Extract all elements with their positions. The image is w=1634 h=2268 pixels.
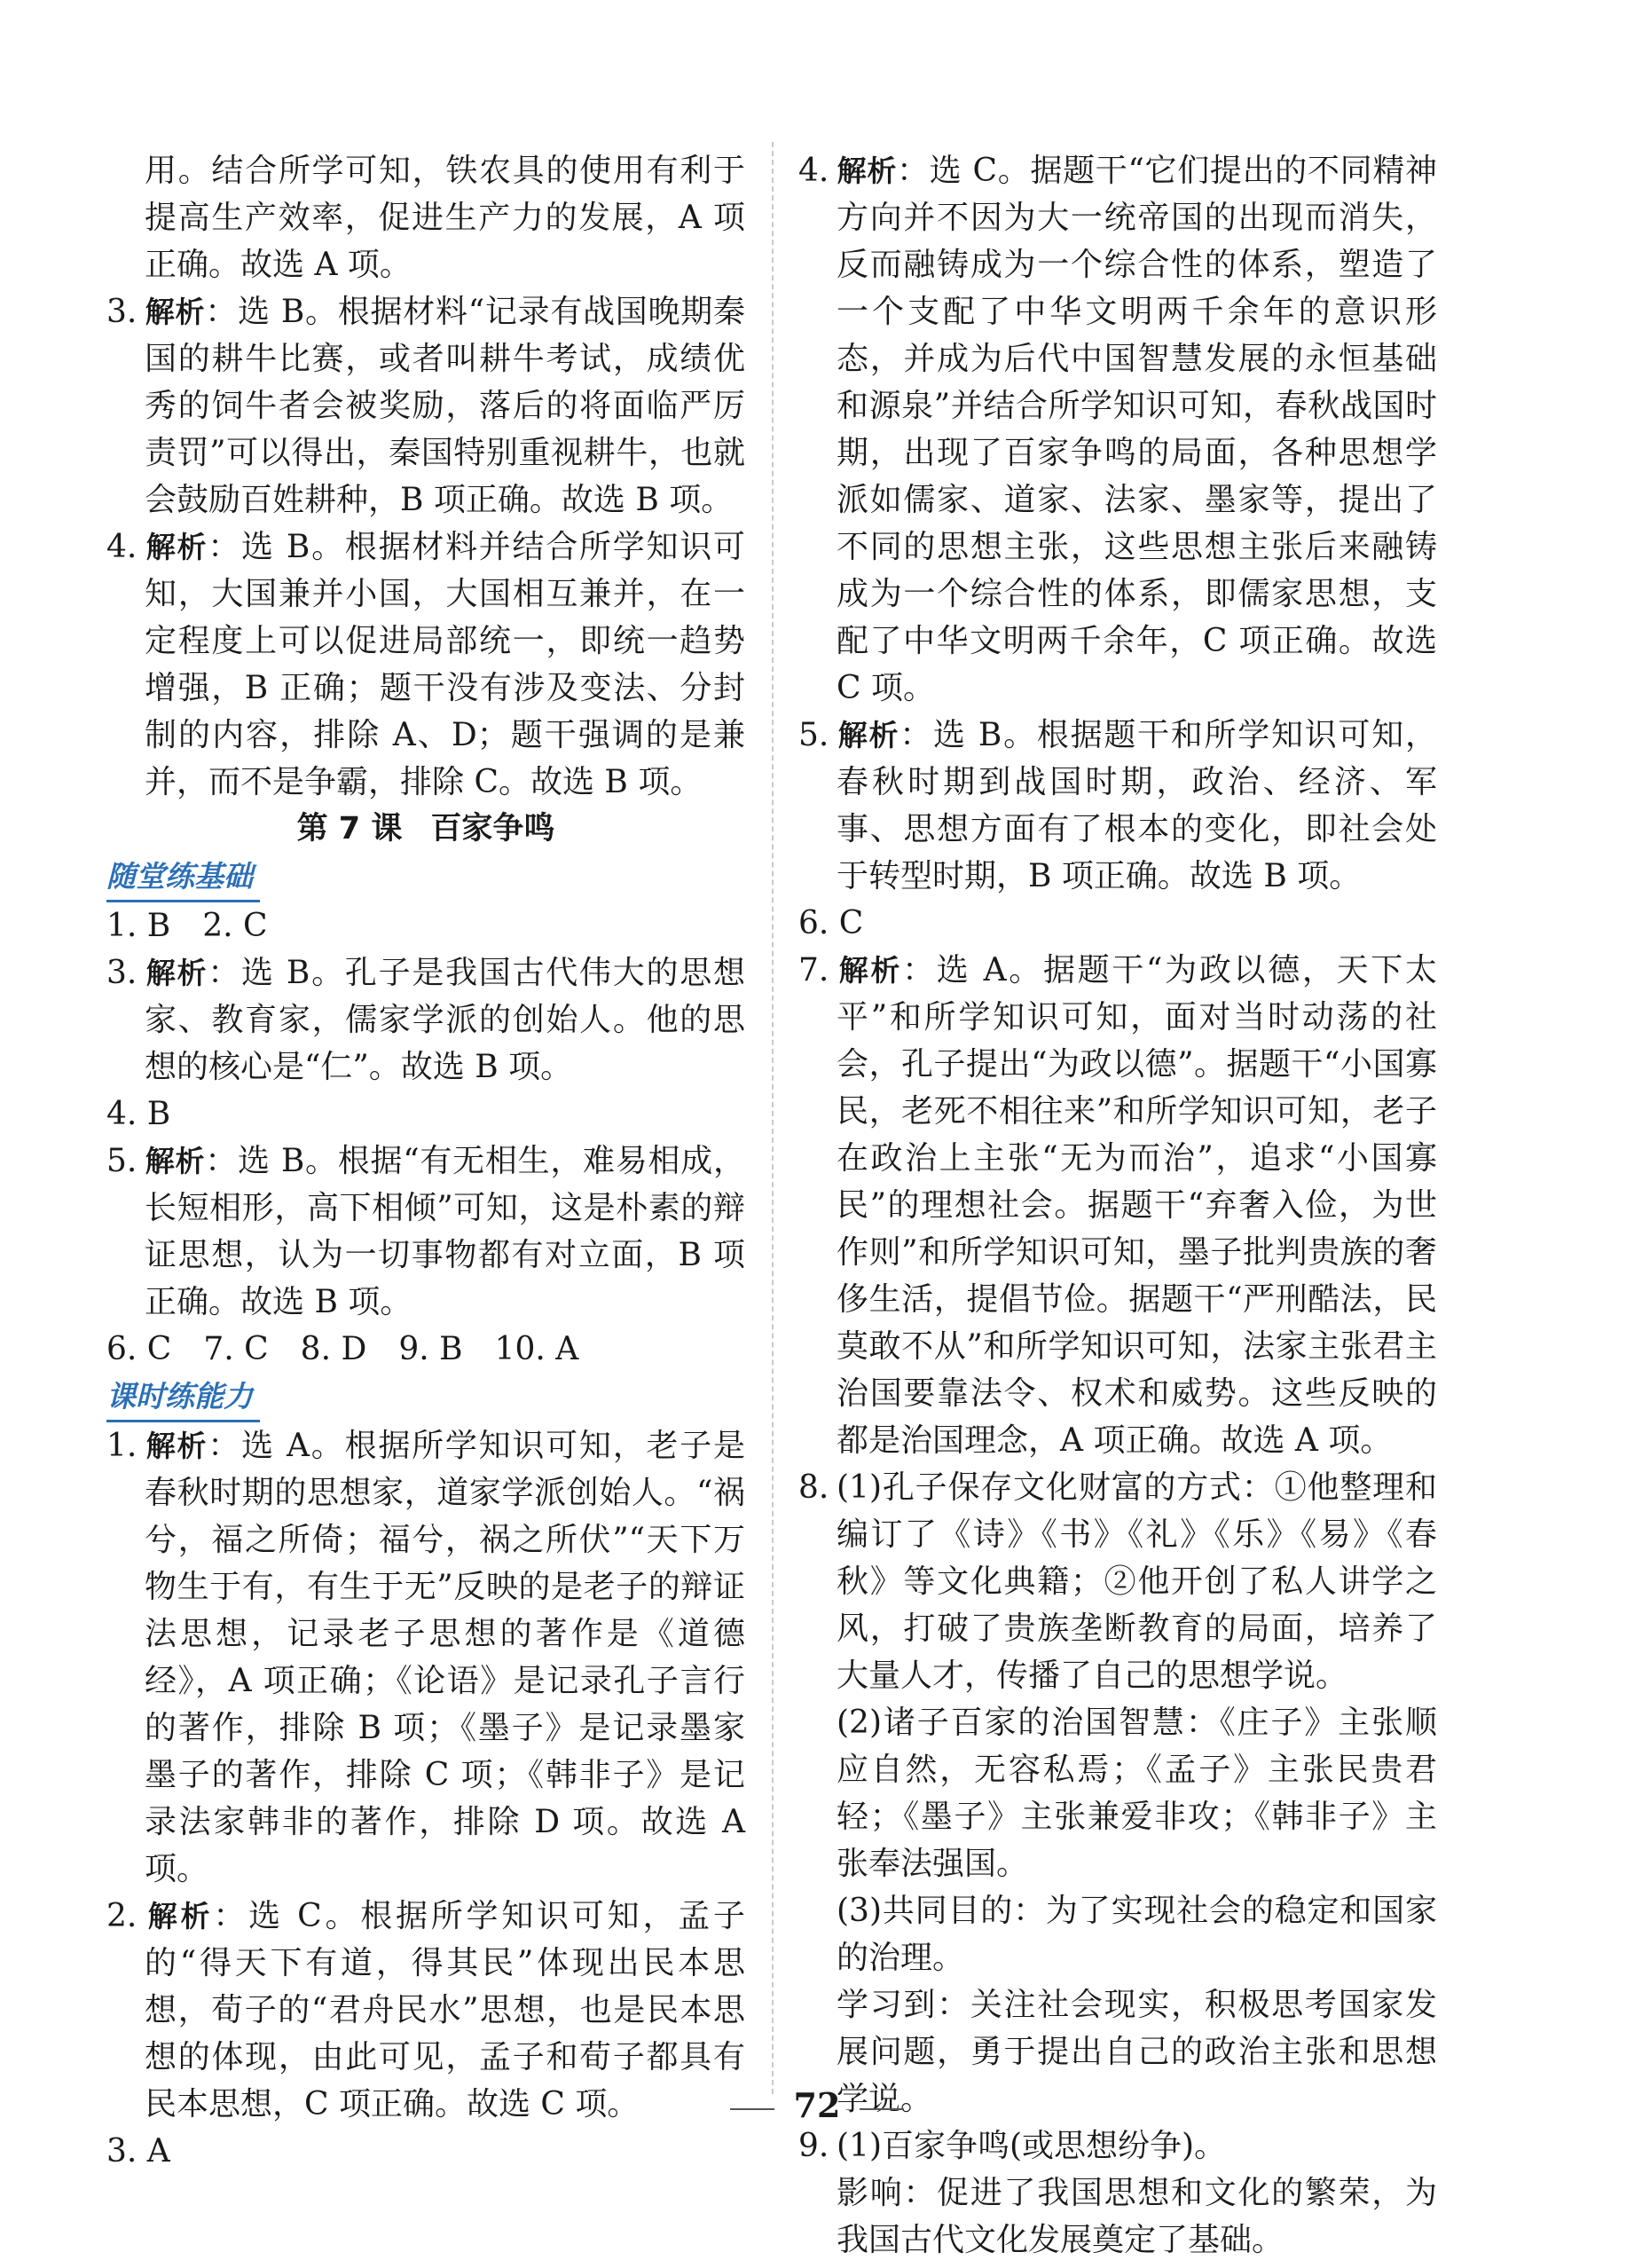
section-heading-practice: 随堂练基础: [106, 853, 260, 902]
answer-entry: 7. 解析：选 A。据题干“为政以德，天下太平”和所学知识可知，面对当时动荡的社会，孔子提出“为政以德”。据题干“小国寡民，老死不相往来”和所学知识可知，老子在政治上主张“无为而治”，追求“小国寡民”的理想社会。据题干“弃奢入俭，为世作则”和所学知识可知，墨子批判贵族的奢侈生活，提倡节俭。据题干“严刑酷法，民莫敢不从”和所学知识可知，法家主张君主治国要靠法令、权术和威势。这些反映的都是治国理念，A 项正确。故选 A 项。: [798, 952, 1437, 1459]
answer-entry: 4. 解析：选 B。根据材料并结合所学知识可知，大国兼并小国，大国相互兼并，在一定程度上可以促进局部统一，即统一趋势增强，B 正确；题干没有涉及变法、分封制的内容，排除 A、D；题干强调的是兼并，而不是争霸，排除 C。故选 B 项。: [106, 529, 746, 800]
answer-entry: 4. B: [106, 1096, 171, 1132]
lesson-title: 第 7 课 百家争鸣: [296, 811, 555, 847]
answer-entry: 1. B 2. C: [106, 908, 268, 944]
answer-entry: 6. C: [798, 905, 864, 941]
answer-entry: 3. 解析：选 B。孔子是我国古代伟大的思想家、教育家，儒家学派的创始人。他的思想的核心是“仁”。故选 B 项。: [106, 955, 746, 1085]
answer-entry: 8. (1)孔子保存文化财富的方式：①他整理和编订了《诗》《书》《礼》《乐》《易》《春秋》等文化典籍；②他开创了私人讲学之风，打破了贵族垄断教育的局面，培养了大量人才，传播了自己的思想学说。: [798, 1469, 1437, 1694]
answer-entry: 2. 解析：选 C。根据所学知识可知，孟子的“得天下有道，得其民”体现出民本思想，荀子的“君舟民水”思想，也是民本思想的体现，由此可见，孟子和荀子都具有民本思想，C 项正确。故选 C 项。: [106, 1898, 745, 2122]
answer-subpart: (3)共同目的：为了实现社会的稳定和国家的治理。: [837, 1893, 1437, 1976]
answer-entry: 1. 解析：选 A。根据所学知识可知，老子是春秋时期的思想家，道家学派创始人。“祸兮，福之所倚；福兮，祸之所伏”“天下万物生于有，有生于无”反映的是老子的辩证法思想，记录老子思想的著作是《道德经》，A 项正确；《论语》是记录孔子言行的著作，排除 B 项；《墨子》是记录墨家墨子的著作，排除 C 项；《韩非子》是记录法家韩非的著作，排除 D 项。故选 A 项。: [106, 1428, 745, 1887]
answer-entry: 9. (1)百家争鸣(或思想纷争)。: [798, 2128, 1227, 2164]
section-heading-ability: 课时练能力: [106, 1373, 260, 1422]
answer-entry: 5. 解析：选 B。根据“有无相生，难易相成，长短相形，高下相倾”可知，这是朴素的辩证思想，认为一切事物都有对立面，B 项正确。故选 B 项。: [106, 1143, 745, 1320]
answer-entry: 3. A: [106, 2133, 170, 2170]
answer-entry: 6. C 7. C 8. D 9. B 10. A: [106, 1331, 579, 1367]
answer-entry: 5. 解析：选 B。根据题干和所学知识可知，春秋时期到战国时期，政治、经济、军事、思想方面有了根本的变化，即社会处于转型时期，B 项正确。故选 B 项。: [798, 717, 1438, 894]
left-column: [106, 147, 745, 2175]
right-column: [798, 147, 1437, 2264]
answer-entry: 3. 解析：选 B。根据材料“记录有战国晚期秦国的耕牛比赛，或者叫耕牛考试，成绩优秀的饲牛者会被奖励，落后的将面临严厉责罚”可以得出，秦国特别重视耕牛，也就会鼓励百姓耕种，B 项正确。故选 B 项。: [106, 294, 745, 518]
previous-answer-continuation: 用。结合所学可知，铁农具的使用有利于提高生产效率，促进生产力的发展，A 项正确。故选 A 项。: [145, 153, 745, 283]
column-divider: [772, 142, 774, 2094]
answer-entry: 4. 解析：选 C。据题干“它们提出的不同精神方向并不因为大一统帝国的出现而消失，反而融铸成为一个综合性的体系，塑造了一个支配了中华文明两千余年的意识形态，并成为后代中国智慧发展的永恒基础和源泉”并结合所学知识可知，春秋战国时期，出现了百家争鸣的局面，各种思想学派如儒家、道家、法家、墨家等，提出了不同的思想主张，这些思想主张后来融铸成为一个综合性的体系，即儒家思想，支配了中华文明两千余年，C 项正确。故选 C 项。: [798, 153, 1437, 706]
answer-subpart: 学习到：关注社会现实，积极思考国家发展问题，勇于提出自己的政治主张和思想学说。: [837, 1987, 1437, 2117]
page-number: 72: [0, 2085, 1634, 2125]
answer-subpart: (2)诸子百家的治国智慧：《庄子》主张顺应自然，无容私焉；《孟子》主张民贵君轻；《墨子》主张兼爱非攻；《韩非子》主张奉法强国。: [837, 1705, 1437, 1882]
answer-subpart: 影响：促进了我国思想和文化的繁荣，为我国古代文化发展奠定了基础。: [837, 2175, 1437, 2258]
